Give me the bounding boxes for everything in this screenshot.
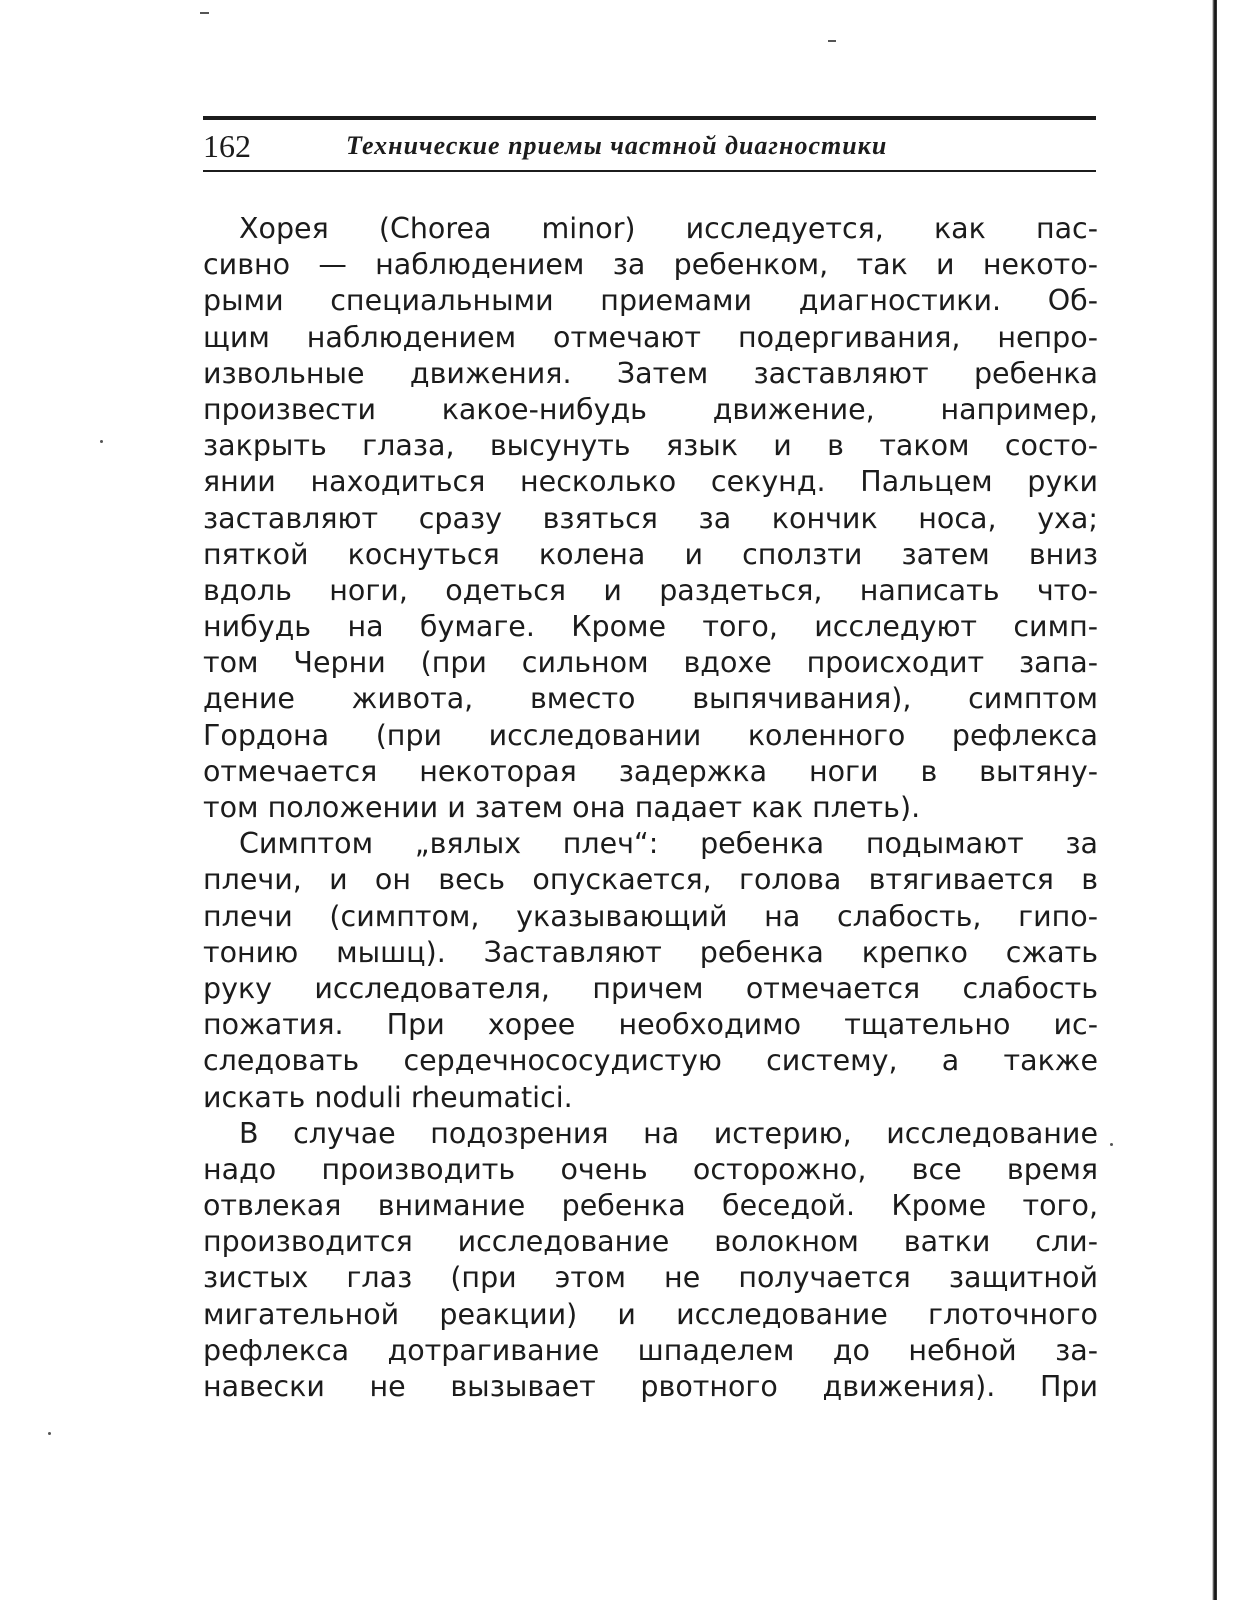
text-line: щим наблюдением отмечают подергивания, непро-: [203, 320, 1098, 354]
scan-mark-top-left: [200, 12, 209, 14]
text-line: следовать сердечнососудистую систему, а также: [203, 1044, 1098, 1078]
text-line: произвести какое-нибудь движение, например,: [203, 392, 1098, 426]
text-line: пожатия. При хорее необходимо тщательно ис-: [203, 1008, 1098, 1042]
page-number: 162: [203, 128, 251, 164]
header-rule-top: [203, 116, 1096, 120]
text-line: зистых глаз (при этом не получается защитной: [203, 1261, 1098, 1295]
text-line: рыми специальными приемами диагностики. Об-: [203, 284, 1098, 318]
header-rule-bottom: [203, 170, 1096, 172]
text-line: закрыть глаза, высунуть язык и в таком состо-: [203, 429, 1098, 463]
page-right-edge-shadow: [1212, 0, 1217, 1600]
text-line: плечи, и он весь опускается, голова втягивается в: [203, 863, 1098, 897]
text-line: Симптом „вялых плеч“: ребенка подымают за: [239, 827, 1098, 861]
text-line: В случае подозрения на истерию, исследование: [239, 1116, 1098, 1150]
scan-mark-top-center: [828, 40, 836, 42]
text-line: отмечается некоторая задержка ноги в вытяну-: [203, 754, 1098, 788]
text-line: надо производить очень осторожно, все время: [203, 1152, 1098, 1186]
text-line: отвлекая внимание ребенка беседой. Кроме того,: [203, 1189, 1098, 1223]
text-line: сивно — наблюдением за ребенком, так и некото-: [203, 248, 1098, 282]
text-line: мигательной реакции) и исследование глоточного: [203, 1297, 1098, 1331]
text-line: Гордона (при исследовании коленного рефлекса: [203, 718, 1098, 752]
scan-speck: [100, 440, 103, 443]
scan-speck: [1110, 1143, 1113, 1146]
text-line: дение живота, вместо выпячивания), симптом: [203, 682, 1098, 716]
text-line: руку исследователя, причем отмечается слабость: [203, 971, 1098, 1005]
text-line: пяткой коснуться колена и сползти затем вниз: [203, 537, 1098, 571]
text-line: том Черни (при сильном вдохе происходит запа-: [203, 646, 1098, 680]
text-line: вдоль ноги, одеться и раздеться, написать что-: [203, 573, 1098, 607]
text-line: производится исследование волокном ватки сли-: [203, 1225, 1098, 1259]
text-line: плечи (симптом, указывающий на слабость, гипо-: [203, 899, 1098, 933]
text-line: навески не вызывает рвотного движения). При: [203, 1370, 1098, 1403]
text-line: тонию мышц). Заставляют ребенка крепко сжать: [203, 935, 1098, 969]
text-line: извольные движения. Затем заставляют ребенка: [203, 356, 1098, 390]
text-line: заставляют сразу взяться за кончик носа, уха;: [203, 501, 1098, 535]
text-line: Хорея (Chorea minor) исследуется, как пас-: [239, 212, 1098, 245]
body-text: [203, 211, 1098, 1405]
text-line: том положении и затем она падает как плеть).: [203, 791, 921, 824]
running-title: Технические приемы частной диагностики: [346, 131, 888, 160]
text-line: нибудь на бумаге. Кроме того, исследуют симп-: [203, 610, 1098, 644]
text-line: рефлекса дотрагивание шпаделем до небной за-: [203, 1333, 1098, 1367]
text-line: искать noduli rheumatici.: [203, 1080, 573, 1114]
text-line: янии находиться несколько секунд. Пальцем руки: [203, 465, 1098, 499]
scan-speck: [48, 1432, 51, 1435]
